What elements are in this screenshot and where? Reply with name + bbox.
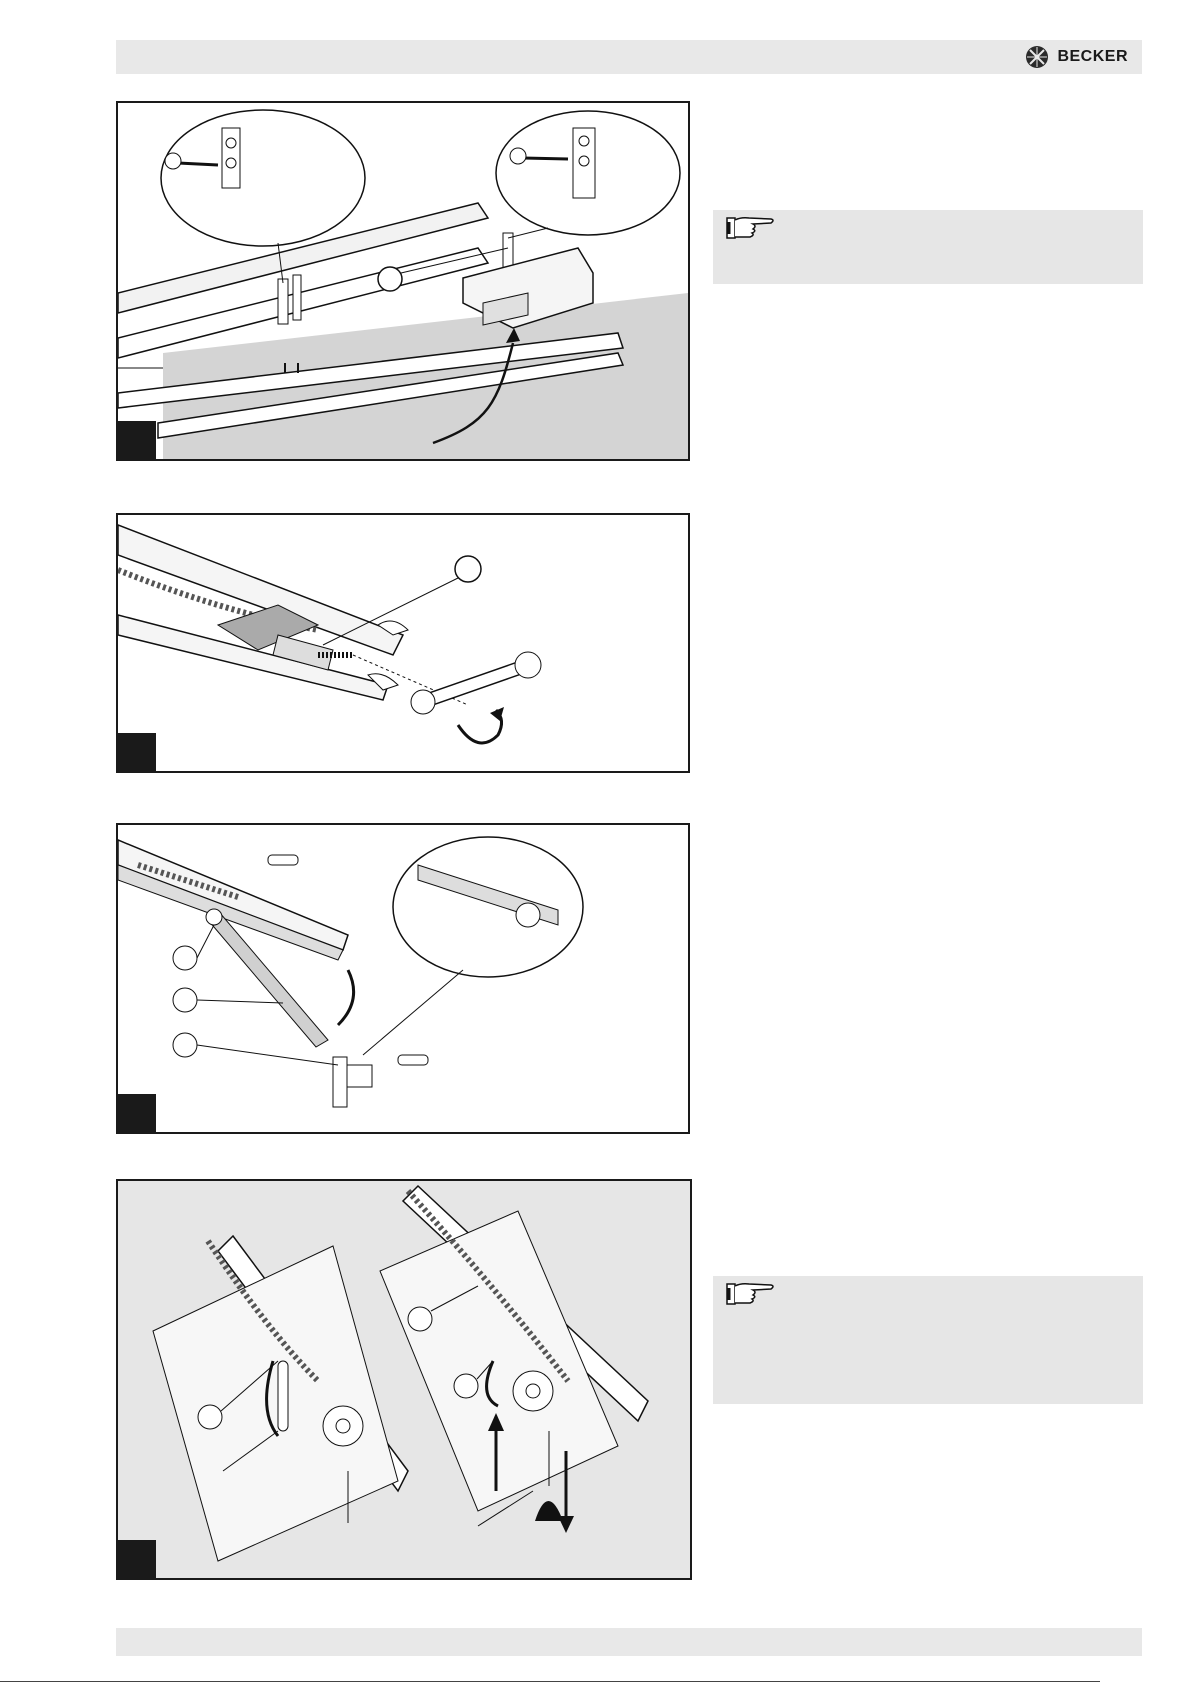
figure-number-box <box>118 733 156 771</box>
figure-number-box <box>118 421 156 459</box>
pointing-hand-icon <box>725 214 777 242</box>
figure-1 <box>116 101 690 461</box>
figure-3 <box>116 823 690 1134</box>
page-footer <box>116 1628 1142 1656</box>
brand-logo <box>1025 46 1128 68</box>
brand-name: BECKER <box>1057 48 1128 65</box>
note-box-1 <box>713 210 1143 284</box>
becker-logo-icon <box>1025 45 1049 69</box>
pointing-hand-icon <box>725 1280 777 1308</box>
figure-number-box <box>118 1540 156 1578</box>
figure-number-box <box>118 1094 156 1132</box>
page-header <box>116 40 1142 74</box>
figure-4 <box>116 1179 692 1580</box>
note-box-2 <box>713 1276 1143 1404</box>
bottom-rule <box>0 1681 1100 1682</box>
figure-2 <box>116 513 690 773</box>
